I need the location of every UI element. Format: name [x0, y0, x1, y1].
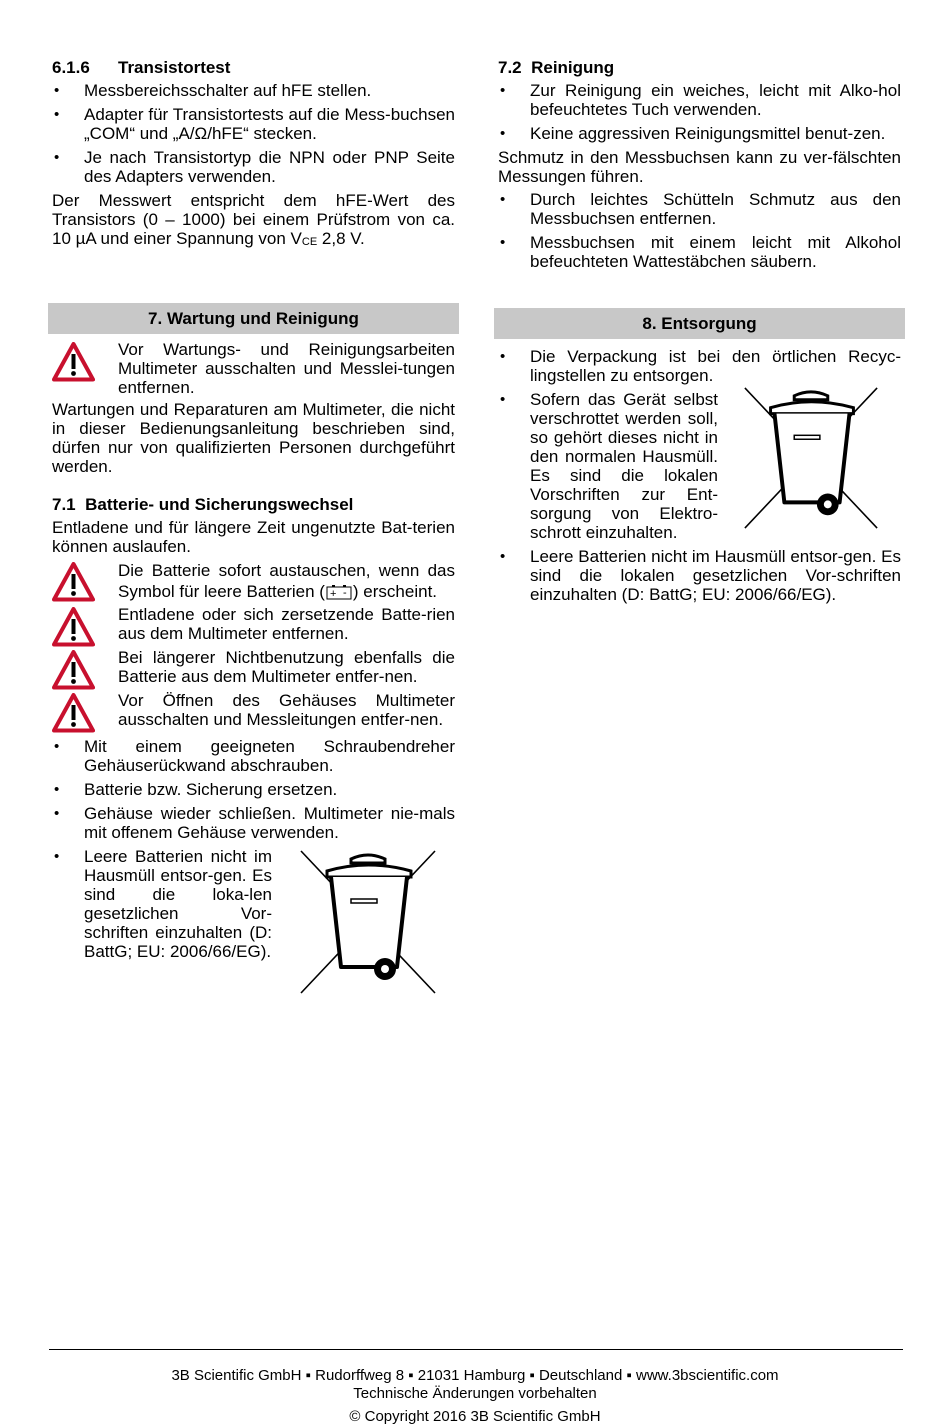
- transistortest-list: [52, 81, 455, 186]
- section-title: Reinigung: [531, 58, 615, 77]
- footer-notice: Technische Änderungen vorbehalten: [353, 1385, 597, 1402]
- section-number: 6.1.6: [52, 58, 90, 77]
- dirt-paragraph: Schmutz in den Messbuchsen kann zu ver-fälschten Messungen führen.: [498, 148, 901, 186]
- right-column: [498, 58, 901, 609]
- warning-triangle-icon: [52, 650, 95, 690]
- list-item: • Messbereichsschalter auf hFE stellen.: [52, 81, 455, 100]
- list-item: • Leere Batterien nicht im Hausmüll entsor-gen. Es sind die lokalen gesetzlichen Vor-schriften einzuhalten (D: BattG; EU: 2006/66/EG).: [498, 547, 901, 604]
- hfe-paragraph: [52, 191, 455, 252]
- warning-triangle-icon: [52, 607, 95, 647]
- list-item: • Durch leichtes Schütteln Schmutz aus den Messbuchsen entfernen.: [498, 190, 901, 228]
- device-disposal-block: [498, 390, 901, 547]
- section-number: 7.1: [52, 495, 76, 514]
- svg-text:-: -: [342, 587, 347, 599]
- section-6-1-6-heading: [52, 58, 455, 77]
- hfe-paragraph-end: 2,8 V.: [317, 229, 365, 248]
- warning-text-end: ) erscheint.: [352, 582, 438, 601]
- footer: [0, 1365, 950, 1427]
- warning-triangle-icon: [52, 342, 95, 382]
- section-number: 7.2: [498, 58, 522, 77]
- cleaning-list-2: [498, 190, 901, 271]
- disposal-list: [498, 347, 901, 385]
- list-item: • Zur Reinigung ein weiches, leicht mit Alko-hol befeuchtetes Tuch verwenden.: [498, 81, 901, 119]
- list-item: • Gehäuse wieder schließen. Multimeter nie-mals mit offenem Gehäuse verwenden.: [52, 804, 455, 842]
- maintenance-paragraph: Wartungen und Reparaturen am Multimeter, die nicht in dieser Bedienungsanleitung beschrieben sind, dürfen nur von qualifizierten Personen durchgeführt werden.: [52, 400, 455, 476]
- empty-battery-icon: [325, 584, 353, 601]
- left-column: [52, 58, 455, 997]
- battery-disposal-list: [498, 547, 901, 604]
- section-7-2-heading: [498, 58, 901, 77]
- footer-divider: [49, 1349, 903, 1350]
- warning-text: Vor Öffnen des Gehäuses Multimeter ausschalten und Messleitungen entfer-nen.: [118, 691, 455, 729]
- battery-steps-list: [52, 737, 455, 842]
- warning-text: Vor Wartungs- und Reinigungsarbeiten Multimeter ausschalten und Messlei-tungen entfernen.: [118, 340, 455, 397]
- list-item: • Batterie bzw. Sicherung ersetzen.: [52, 780, 455, 799]
- warning-text: Entladene oder sich zersetzende Batte-rien aus dem Multimeter entfernen.: [118, 605, 455, 643]
- crossed-out-wheelie-bin-icon: [736, 384, 886, 532]
- crossed-out-wheelie-bin-icon: [290, 847, 446, 997]
- list-item: • Die Verpackung ist bei den örtlichen Recyc-lingstellen zu entsorgen.: [498, 347, 901, 385]
- battery-paragraph: Entladene und für längere Zeit ungenutzte Bat-terien können auslaufen.: [52, 518, 455, 556]
- warning-block: [52, 605, 455, 645]
- list-item: • Keine aggressiven Reinigungsmittel benut-zen.: [498, 124, 901, 143]
- device-disposal-list: [498, 390, 718, 547]
- hfe-paragraph-text: Der Messwert entspricht dem hFE-Wert des Transistors (0 – 1000) bei einem Prüfstrom von ca. 10 µA und einer Spannung von V: [52, 191, 455, 248]
- list-item: • Mit einem geeigneten Schraubendreher Gehäuserückwand abschrauben.: [52, 737, 455, 775]
- warning-text: Die Batterie sofort austauschen, wenn das Symbol für leere Batterien (: [118, 561, 455, 601]
- warning-triangle-icon: [52, 693, 95, 733]
- battery-disposal-list: [52, 847, 272, 997]
- warning-block: [52, 340, 455, 397]
- section-7-banner: 7. Wartung und Reinigung: [48, 303, 459, 334]
- vce-subscript: CE: [301, 236, 318, 248]
- warning-block: [52, 691, 455, 731]
- battery-disposal-block: [52, 847, 455, 997]
- warning-block: [52, 648, 455, 688]
- list-item: • Leere Batterien nicht im Hausmüll entsor-gen. Es sind die loka-len gesetzlichen Vor-schriften einzuhalten (D: BattG; EU: 2006/66/EG).: [52, 847, 272, 961]
- footer-address: 3B Scientific GmbH ▪ Rudorffweg 8 ▪ 21031 Hamburg ▪ Deutschland ▪ www.3bscientific.com: [171, 1367, 779, 1384]
- list-item: • Messbuchsen mit einem leicht mit Alkohol befeuchteten Wattestäbchen säubern.: [498, 233, 901, 271]
- section-title: Transistortest: [118, 58, 231, 77]
- section-8-banner: 8. Entsorgung: [494, 308, 905, 339]
- list-item: • Adapter für Transistortests auf die Mess-buchsen „COM“ und „A/Ω/hFE“ stecken.: [52, 105, 455, 143]
- list-item: • Je nach Transistortyp die NPN oder PNP Seite des Adapters verwenden.: [52, 148, 455, 186]
- warning-text: Bei längerer Nichtbenutzung ebenfalls die Batterie aus dem Multimeter entfer-nen.: [118, 648, 455, 686]
- section-7-1-heading: [52, 495, 455, 514]
- warning-block: [52, 560, 455, 602]
- svg-text:+: +: [329, 588, 337, 600]
- section-title: Batterie- und Sicherungswechsel: [85, 495, 354, 514]
- footer-copyright: © Copyright 2016 3B Scientific GmbH: [349, 1408, 601, 1425]
- list-item: • Sofern das Gerät selbst verschrottet werden soll, so gehört dieses nicht in den normalen Hausmüll. Es sind die lokalen Vorschriften zur Ent-sorgung von Elektro-schrott einzuhalten.: [498, 390, 718, 542]
- warning-triangle-icon: [52, 562, 95, 602]
- cleaning-list: [498, 81, 901, 143]
